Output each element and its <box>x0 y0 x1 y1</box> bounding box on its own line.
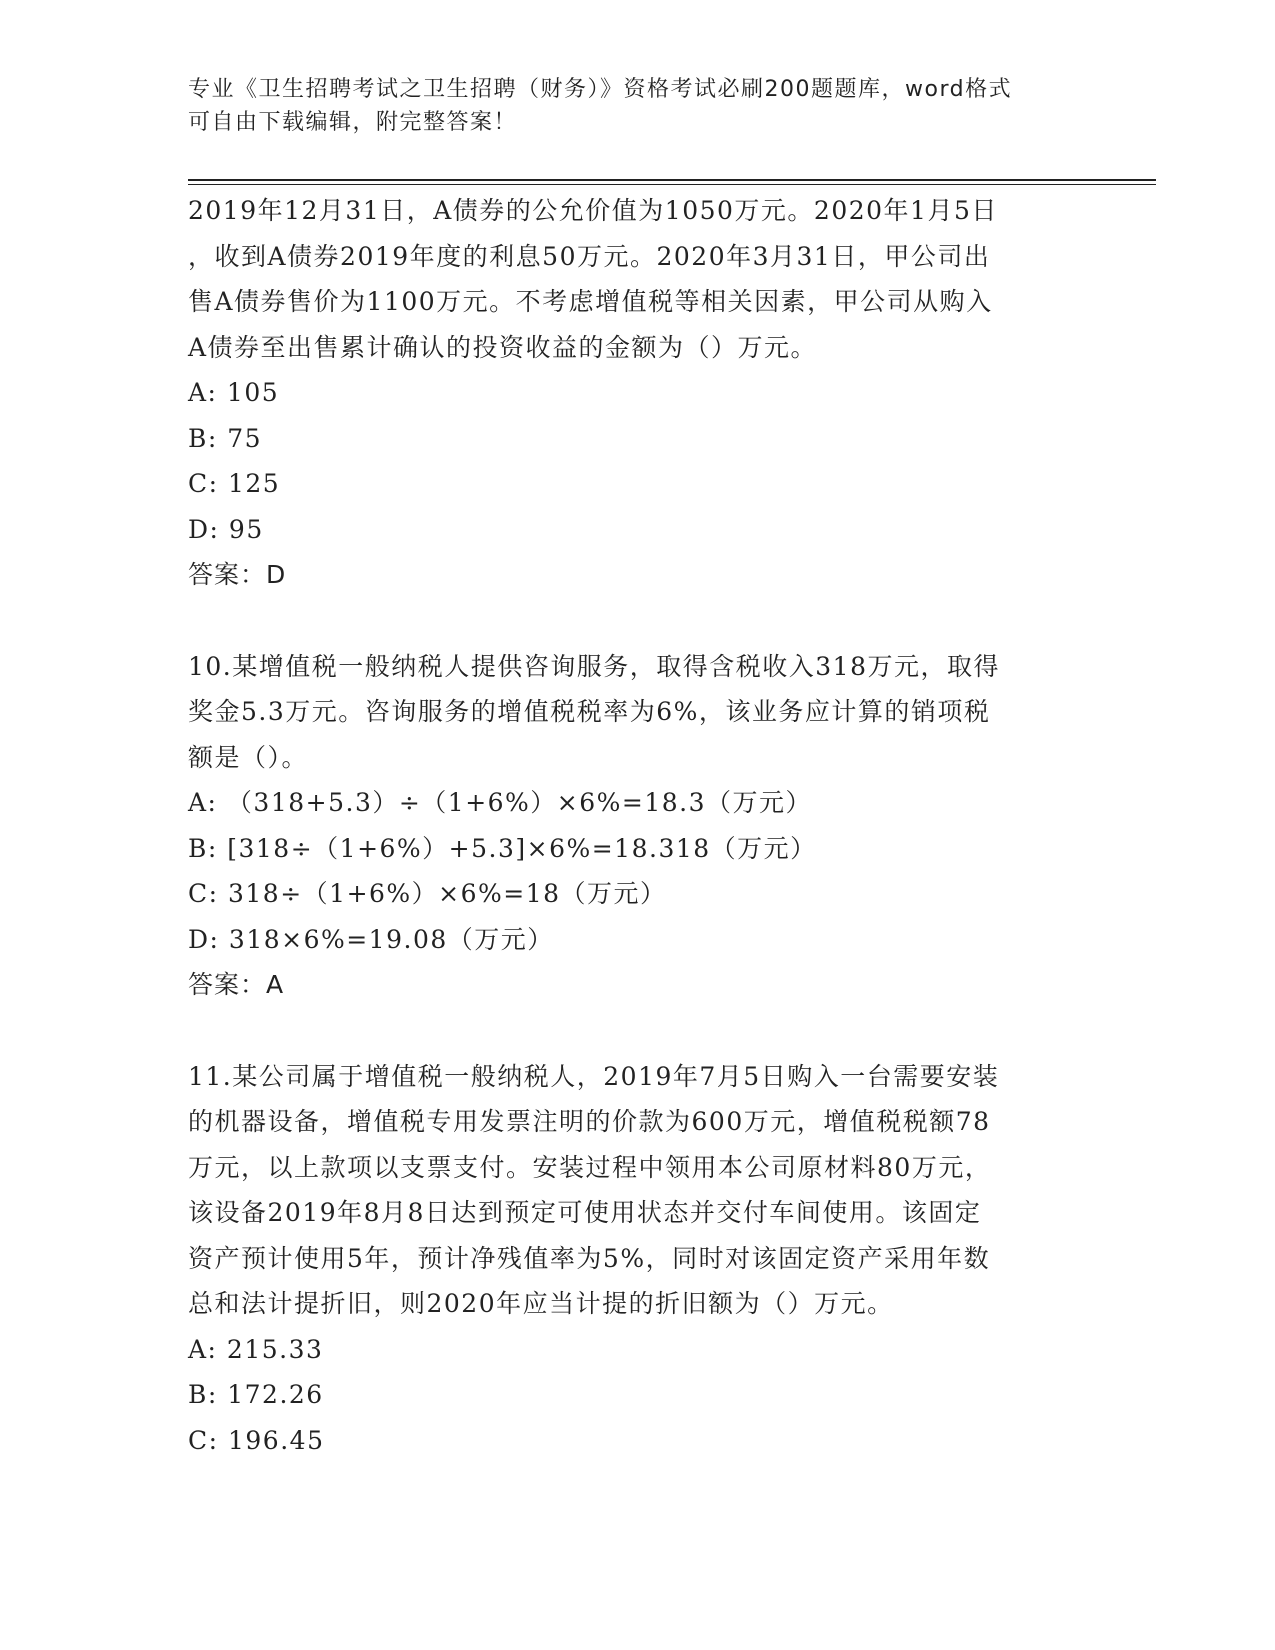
question-text-line: 的机器设备，增值税专用发票注明的价款为600万元，增值税税额78 <box>188 1107 991 1136</box>
answer: 答案：A <box>188 970 285 999</box>
question-list <box>188 188 1088 1463</box>
question-11 <box>188 1054 1088 1464</box>
option-a: A: 215.33 <box>188 1334 324 1364</box>
question-text-line: ，收到A债券2019年度的利息50万元。2020年3月31日，甲公司出 <box>188 241 991 271</box>
option-b: B: 75 <box>188 423 263 453</box>
question-text-line: 2019年12月31日，A债券的公允价值为1050万元。2020年1月5日 <box>188 196 998 225</box>
document-header <box>188 73 1068 139</box>
option-c: C: 125 <box>188 469 281 498</box>
option-b: B: [318÷（1+6%）+5.3]×6%=18.318（万元） <box>188 833 817 863</box>
option-a: A: （318+5.3）÷（1+6%）×6%=18.3（万元） <box>188 788 813 817</box>
header-divider-thin <box>188 184 1156 185</box>
option-d: D: 318×6%=19.08（万元） <box>188 924 554 954</box>
option-a: A: 105 <box>188 378 280 407</box>
question-text-line: 11.某公司属于增值税一般纳税人，2019年7月5日购入一台需要安装 <box>188 1061 1000 1091</box>
header-line-1: 专业《卫生招聘考试之卫生招聘（财务）》资格考试必刷200题题库，word格式 <box>188 77 1013 102</box>
question-9 <box>188 188 1088 598</box>
header-line-2: 可自由下载编辑，附完整答案！ <box>188 110 518 135</box>
question-text-line: 奖金5.3万元。咨询服务的增值税税率为6%，该业务应计算的销项税 <box>188 697 991 726</box>
question-text-line: 资产预计使用5年，预计净残值率为5%，同时对该固定资产采用年数 <box>188 1243 991 1273</box>
question-text-line: 额是（）。 <box>188 742 309 772</box>
question-10 <box>188 644 1088 1008</box>
spacer <box>188 598 1088 644</box>
option-c: C: 318÷（1+6%）×6%=18（万元） <box>188 879 667 908</box>
spacer <box>188 1008 1088 1054</box>
header-divider-thick <box>188 179 1156 181</box>
answer: 答案：D <box>188 560 287 589</box>
question-text-line: 该设备2019年8月8日达到预定可使用状态并交付车间使用。该固定 <box>188 1198 982 1227</box>
question-text-line: 万元，以上款项以支票支付。安装过程中领用本公司原材料80万元， <box>188 1152 992 1182</box>
question-text-line: 总和法计提折旧，则2020年应当计提的折旧额为（）万元。 <box>188 1289 894 1318</box>
option-d: D: 95 <box>188 514 264 544</box>
question-text-line: A债券至出售累计确认的投资收益的金额为（）万元。 <box>188 332 818 362</box>
option-b: B: 172.26 <box>188 1380 324 1409</box>
question-text-line: 售A债券售价为1100万元。不考虑增值税等相关因素，甲公司从购入 <box>188 287 993 316</box>
option-c: C: 196.45 <box>188 1425 325 1455</box>
question-text-line: 10.某增值税一般纳税人提供咨询服务，取得含税收入318万元，取得 <box>188 651 1000 681</box>
